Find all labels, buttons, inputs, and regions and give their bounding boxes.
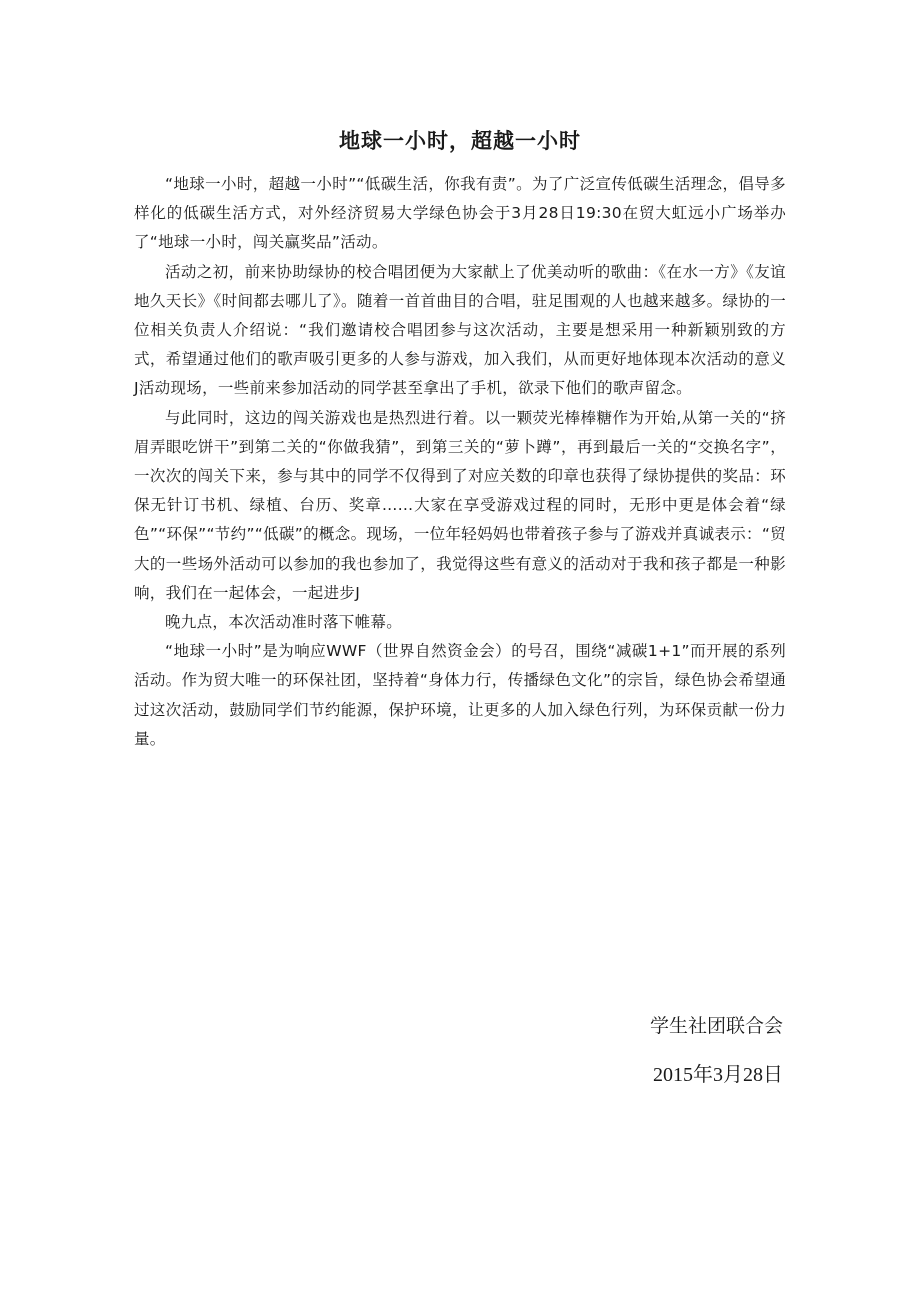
paragraph-games: 与此同时，这边的闯关游戏也是热烈进行着。以一颗荧光棒棒糖作为开始,从第一关的“挤眉弄眼吃饼干”到第二关的“你做我猜”，到第三关的“萝卜蹲”，再到最后一关的“交换名字”，一次次的闯关下来，参与其中的同学不仅得到了对应关数的印章也获得了绿协提供的奖品：环保无针订书机、绿植、台历、奖章……大家在享受游戏过程的同时，无形中更是体会着“绿色”“环保”“节约”“低碳”的概念。现场，一位年轻妈妈也带着孩子参与了游戏并真诚表示：“贸大的一些场外活动可以参加的我也参加了，我觉得这些有意义的活动对于我和孩子都是一种影响，我们在一起体会，一起进步J: [134, 408, 786, 602]
document-body: [134, 170, 786, 754]
paragraph-intro: “地球一小时，超越一小时”“低碳生活，你我有责”。为了广泛宣传低碳生活理念，倡导多样化的低碳生活方式，对外经济贸易大学绿色协会于3月28日19:30在贸大虹远小广场举办了“地球一小时，闯关赢奖品”活动。: [134, 175, 786, 252]
signature-organization: 学生社团联合会: [649, 1015, 783, 1037]
document-title: 地球一小时，超越一小时: [339, 129, 581, 153]
paragraph-choir: 活动之初，前来协助绿协的校合唱团便为大家献上了优美动听的歌曲：《在水一方》《友谊地久天长》《时间都去哪儿了》。随着一首首曲目的合唱，驻足围观的人也越来越多。绿协的一位相关负责人介绍说：“我们邀请校合唱团参与这次活动，主要是想采用一种新颖别致的方式，希望通过他们的歌声吸引更多的人参与游戏，加入我们，从而更好地体现本次活动的意义J活动现场，一些前来参加活动的同学甚至拿出了手机，欲录下他们的歌声留念。: [134, 262, 786, 398]
signature-date: 2015年3月28日: [653, 1064, 783, 1086]
paragraph-purpose: “地球一小时”是为响应WWF（世界自然资金会）的号召，围绕“减碳1+1”而开展的系列活动。作为贸大唯一的环保社团，坚持着“身体力行，传播绿色文化”的宗旨，绿色协会希望通过这次活动，鼓励同学们节约能源，保护环境，让更多的人加入绿色行列，为环保贡献一份力量。: [134, 642, 786, 748]
paragraph-closing: 晚九点，本次活动准时落下帷幕。: [165, 613, 403, 632]
